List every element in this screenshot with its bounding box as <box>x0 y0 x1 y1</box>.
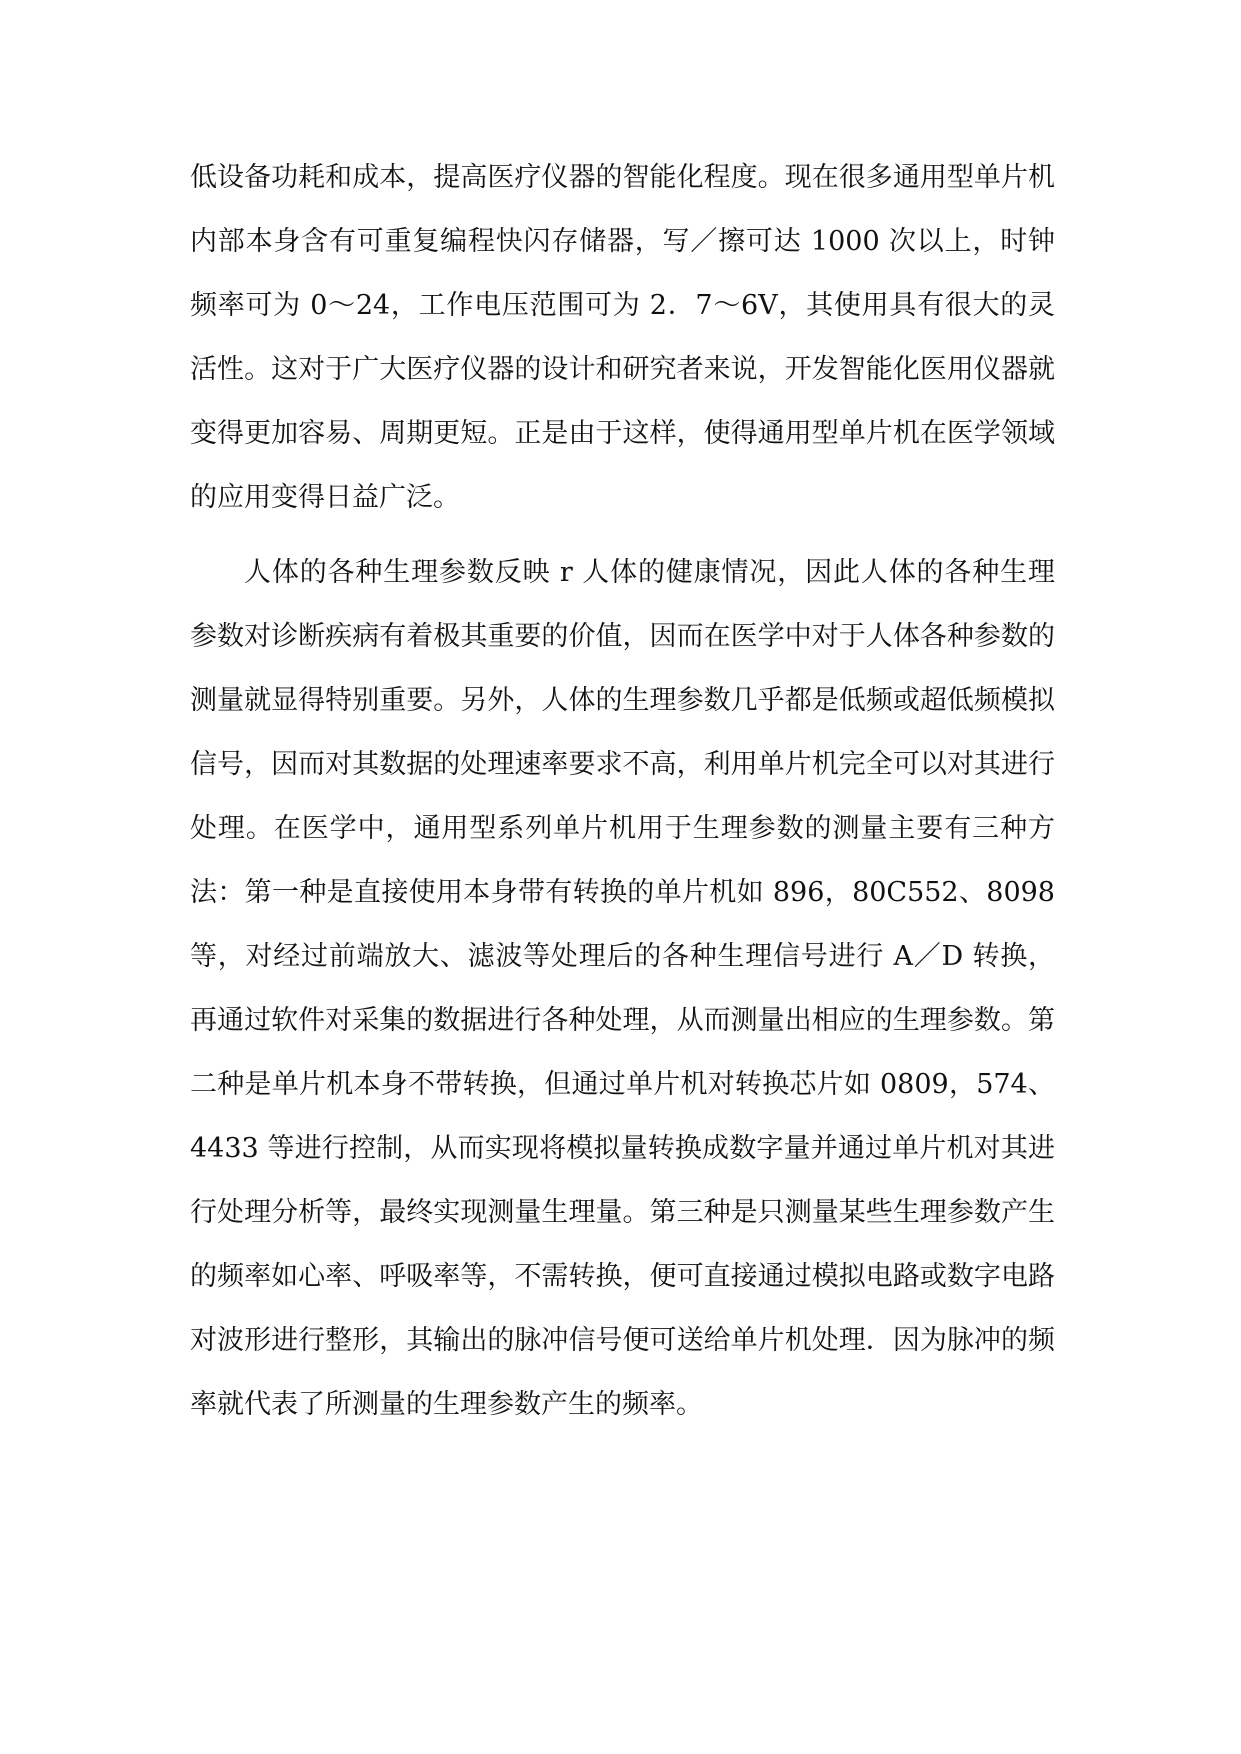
paragraph-1-container <box>190 146 1055 530</box>
paragraph-2-container <box>190 541 1055 1437</box>
body-paragraph-2: 人体的各种生理参数反映 r 人体的健康情况，因此人体的各种生理参数对诊断疾病有着极其重要的价值，因而在医学中对于人体各种参数的测量就显得特别重要。另外，人体的生理参数几乎都是低频或超低频模拟信号，因而对其数据的处理速率要求不高，利用单片机完全可以对其进行处理。在医学中，通用型系列单片机用于生理参数的测量主要有三种方法：第一种是直接使用本身带有转换的单片机如 896，80C552、8098 等，对经过前端放大、滤波等处理后的各种生理信号进行 A／D 转换，再通过软件对采集的数据进行各种处理，从而测量出相应的生理参数。第二种是单片机本身不带转换，但通过单片机对转换芯片如 0809，574、4433 等进行控制，从而实现将模拟量转换成数字量并通过单片机对其进行处理分析等，最终实现测量生理量。第三种是只测量某些生理参数产生的频率如心率、呼吸率等，不需转换，便可直接通过模拟电路或数字电路对波形进行整形，其输出的脉冲信号便可送给单片机处理．因为脉冲的频率就代表了所测量的生理参数产生的频率。 <box>190 557 1055 1420</box>
body-paragraph-1: 低设备功耗和成本，提高医疗仪器的智能化程度。现在很多通用型单片机内部本身含有可重复编程快闪存储器，写／擦可达 1000 次以上，时钟频率可为 0～24，工作电压范围可为 2．7～6V，其使用具有很大的灵活性。这对于广大医疗仪器的设计和研究者来说，开发智能化医用仪器就变得更加容易、周期更短。正是由于这样，使得通用型单片机在医学领域的应用变得日益广泛。 <box>190 162 1055 513</box>
